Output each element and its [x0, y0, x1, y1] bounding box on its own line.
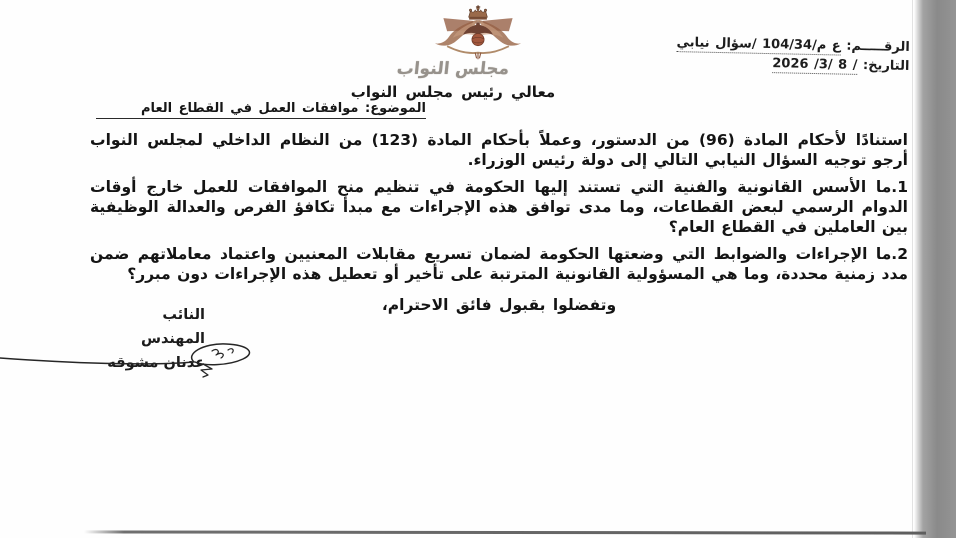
intro-paragraph: استنادًا لأحكام المادة (96) من الدستور، وعملاً بأحكام المادة (123) من النظام الداخلي لمجلس النواب أرجو توجيه السؤال النيابي التالي إلى دولة رئيس الوزراء. — [90, 131, 908, 169]
jordan-coat-of-arms-icon — [426, 5, 530, 63]
scan-edge-shadow-right — [914, 0, 956, 538]
emblem-caption: مجلس النواب — [395, 59, 511, 79]
question-2-paragraph: 2.ما الإجراءات والضوابط التي وضعتها الحكومة لضمان تسريع مقابلات المعنيين واعتماد معاملاتهم ضمن مدد زمنية محددة، وما هي المسؤولية القانونية المترتبة على تأخير أو تعطيل هذه الإجراءات دون مبرر؟ — [90, 245, 908, 283]
page-edge-highlight — [912, 0, 913, 538]
recipient-line: معالي رئيس مجلس النواب — [350, 83, 556, 101]
closing-line: وتفضلوا بقبول فائق الاحترام، — [381, 296, 617, 314]
question-1-paragraph: 1.ما الأسس القانونية والفنية التي تستند إليها الحكومة في تنظيم منح الموافقات للعمل خارج أوقات الدوام الرسمي لبعض القطاعات، وما مدى توافق هذه الإجراءات مع مبدأ تكافؤ الفرص والعدالة الوظيفية بين العاملين في القطاع العام؟ — [90, 178, 908, 236]
letter-body — [90, 130, 908, 331]
ref-number-value: ع م/104/34 /سؤال نيابي — [676, 35, 841, 54]
scan-edge-shadow-bottom — [84, 530, 926, 534]
subject-line: الموضوع: موافقات العمل في القطاع العام — [96, 101, 426, 119]
ref-and-date-block — [659, 33, 910, 76]
signatory-title: النائب المهندس — [140, 307, 205, 347]
signatory-name: عدنان مشوقه — [107, 355, 205, 371]
ref-number-label: الرقـــــم: — [846, 38, 910, 55]
date-label: التاريخ: — [862, 58, 910, 74]
handwritten-signature — [0, 331, 260, 379]
date-value: / 8 /3/ 2026 — [772, 56, 858, 73]
